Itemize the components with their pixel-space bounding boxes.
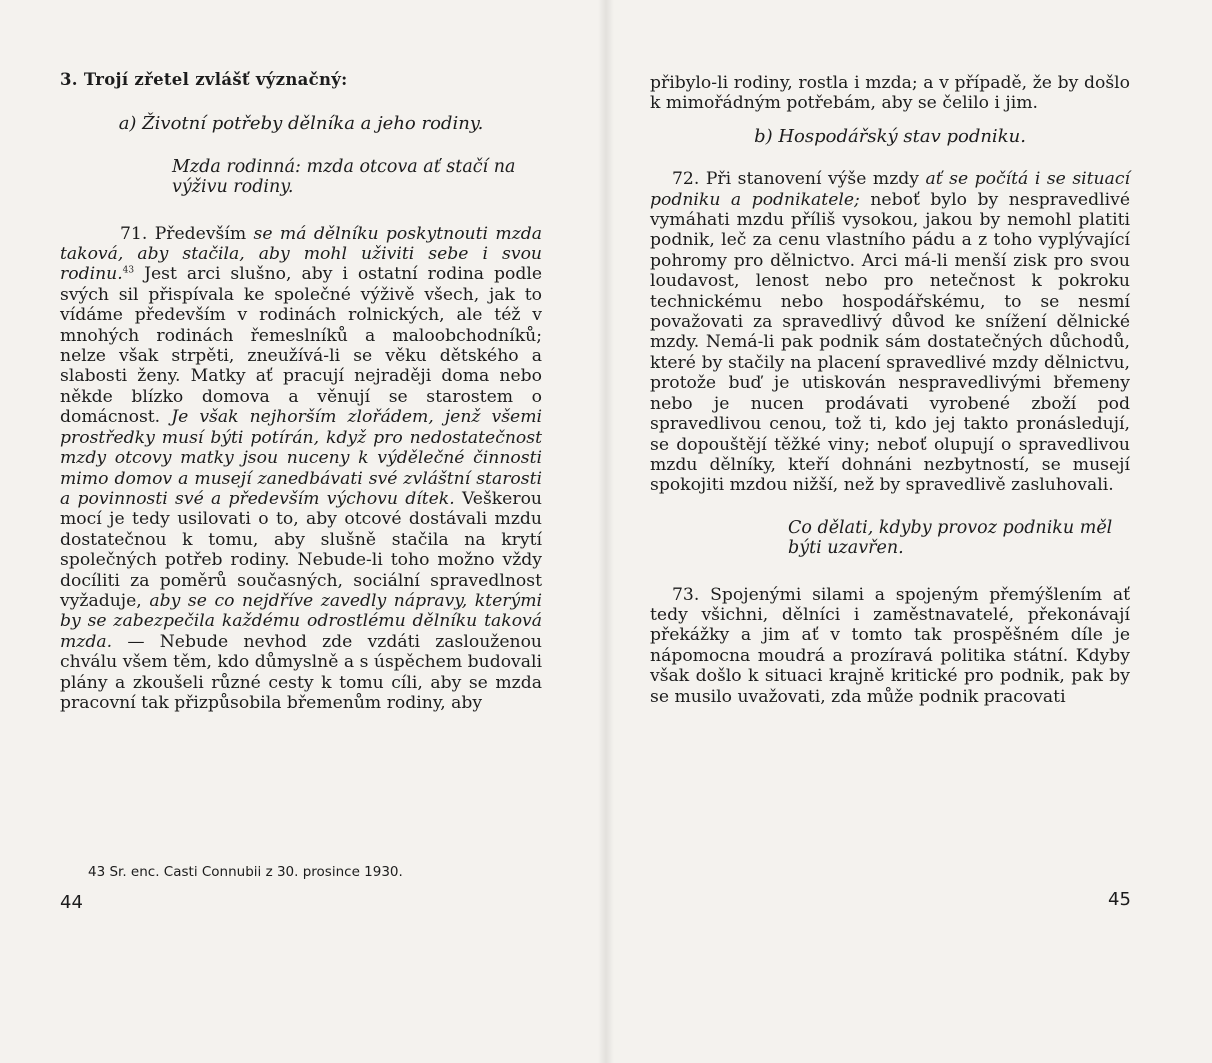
footnote-43: 43 Sr. enc. Casti Connubii z 30. prosince 1930. [88,864,403,880]
paragraph-72 [650,169,1130,496]
para71-text-e: Veškerou mocí je tedy usilovati o to, aby otcové dostávali mzdu dostatečnou k tomu, aby slušně stačila na krytí společných potřeb rodiny. Nebude-li toho možno vždy docíliti za poměrů současných, sociální spravedlnost vyžaduje, [60,488,542,611]
subheading-economic-state: b) Hospodářský stav podniku. [754,125,1026,147]
footnote-ref-43: 43 [122,265,135,276]
para71-text-b: se má dělníku poskytnouti mzda taková, aby stačila, aby mohl uživiti sebe i svou rodinu. [60,223,543,285]
paragraph-71 [60,224,542,714]
para71-text-c: Jest arci slušno, aby i ostatní rodina podle svých sil přispívala ke společné výživě všech, jak to vídáme především v rodinách rolnických, ale též v mnohých rodinách řemeslníků a maloobchodníků; nelze však strpěti, zneužívá-li se věku dětského a slabosti ženy. Matky ať pracují nejraději doma nebo někde blízko domova a věnují se starostem o domácnost. [60,264,542,428]
para72-text-a: 72. Při stanovení výše mzdy [672,169,926,190]
right-text-block [650,73,1130,707]
left-text-block [60,70,542,713]
para71-text-d: Je však nejhorším zlořádem, jenž všemi prostředky musí býti potírán, když pro nedostatečnost mzdy otcovy matky jsou nuceny k výdělečné činnosti mimo domov a musejí zanedbávati své zvláštní starosti a povinnosti své a především výchovu dítek. [60,407,543,509]
paragraph-73: 73. Spojenými silami a spojeným přemýšlením ať tedy všichni, dělníci i zaměstnavatelé, překonávají překážky a jim ať v tomto tak prospěšném díle je nápomocna moudrá a prozíravá politika státní. Kdyby však došlo k situaci krajně kritické pro podnik, pak by se musilo uvažovati, zda může podnik pracovati [650,584,1130,707]
para72-text-c: neboť bylo by nespravedlivé vymáhati mzdu příliš vysokou, jakou by nemohl platiti podnik, leč za cenu vlastního pádu a z toho vyplývající pohromy pro dělnictvo. Arci má-li menší zisk pro svou loudavost, lenost nebo pro netečnost k pokroku technickému nebo hospodářskému, to se nesmí považovati za spravedlivý důvod ke snížení dělnické mzdy. Nemá-li pak podnik sám dostatečných důchodů, které by stačily na placení spravedlivé mzdy dělnictvu, protože buď je utiskován nespravedlivými břemeny nebo je nucen prodávati vyrobené zboží pod spravedlivou cenou, tož ti, kdo jej takto pronásledují, se dopouštějí těžké viny; neboť olupují o spravedlivou mzdu dělníky, kteří dohnáni nezbytností, se musejí spokojiti mzdou nižší, než by spravedlivě zasluhovali. [650,189,1130,496]
para72-text-b: ať se počítá i se situací podniku a podnikatele; [650,169,1130,210]
para71-text-f: aby se co nejdříve zavedly nápravy, kterými by se zabezpečila každému odrostlému dělníku taková mzda. [60,590,542,652]
marginal-note-family-wage: Mzda rodinná: mzda otcova ať stačí na výživu rodiny. [172,156,516,198]
paragraph-continued: přibylo-li rodiny, rostla i mzda; a v případě, že by došlo k mimořádným potřebám, aby se čelilo i jim. [650,73,1130,114]
page-number-right: 45 [1108,889,1131,910]
para71-text-g: — Nebude nevhod zde vzdáti zaslouženou chválu všem těm, kdo důmyslně a s úspěchem budovali plány a zkoušeli různé cesty k tomu cíli, aby se mzda pracovní tak přizpůsobila břemenům rodiny, aby [60,631,542,713]
section-heading: 3. Trojí zřetel zvlášť význačný: [60,70,348,89]
para71-text-a: 71. Především [120,223,254,244]
subheading-living-needs: a) Životní potřeby dělníka a jeho rodiny. [118,113,484,135]
marginal-note-closure: Co dělati, kdyby provoz podniku měl býti uzavřen. [788,517,1113,559]
page-number-left: 44 [60,892,83,913]
